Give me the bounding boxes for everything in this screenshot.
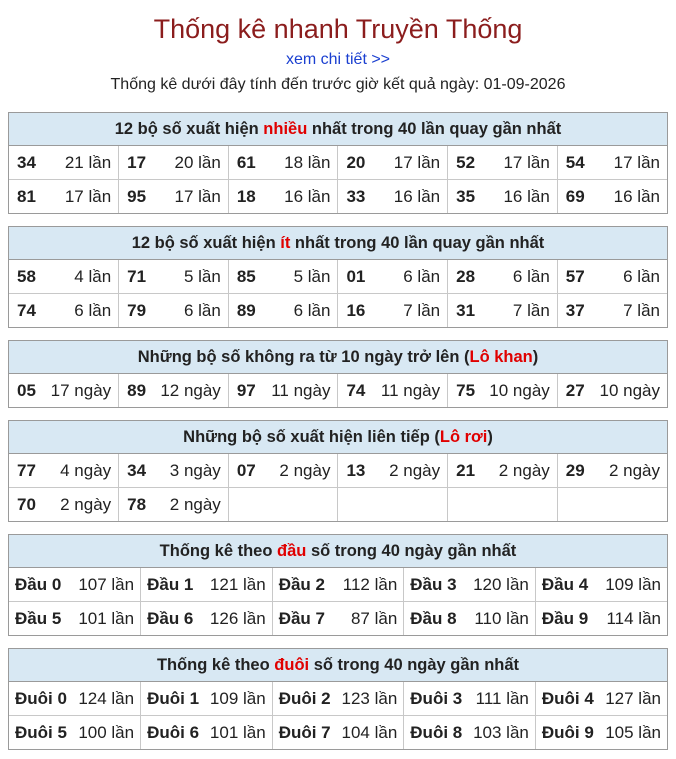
stat-item [141, 575, 272, 595]
table-cell [557, 294, 667, 328]
table-cell [9, 454, 119, 488]
table-cell [9, 682, 141, 716]
stat-item [9, 301, 118, 321]
page-title: Thống kê nhanh Truyền Thống [153, 14, 523, 44]
stat-count: 87 lần [350, 608, 398, 628]
table-cell [338, 260, 448, 294]
table-cell [404, 602, 536, 636]
heading-text: 12 bộ số xuất hiện [131, 234, 281, 252]
table-row [9, 294, 667, 328]
stat-count: 10 ngày [489, 380, 550, 400]
stat-count: 6 lần [403, 266, 441, 286]
stat-item [338, 267, 447, 287]
stat-number: 52 [456, 152, 476, 172]
stat-count: 2 ngày [389, 460, 441, 480]
heading-text: Thống kê theo [159, 542, 278, 560]
dau-stats-section [8, 534, 668, 636]
table-cell [119, 146, 229, 180]
stat-count: 20 lần [174, 152, 221, 172]
stat-item [338, 381, 447, 401]
table-cell [557, 180, 667, 214]
stats-table [9, 146, 667, 213]
stat-item [119, 301, 228, 321]
table-cell [448, 488, 558, 522]
table-cell [9, 294, 119, 328]
stat-count: 120 lần [473, 574, 529, 594]
stat-count: 7 lần [403, 300, 441, 320]
stat-count: 107 lần [78, 574, 135, 594]
table-cell [228, 260, 338, 294]
table-row [9, 488, 667, 522]
stat-count: 124 lần [78, 688, 135, 708]
stat-item [9, 381, 118, 401]
heading-text: nhất trong 40 lần quay gần nhất [307, 120, 562, 138]
table-cell [448, 454, 558, 488]
table-cell [448, 146, 558, 180]
section-heading [9, 421, 667, 454]
stat-item [9, 153, 118, 173]
table-cell [272, 568, 404, 602]
table-cell [404, 682, 536, 716]
table-cell [119, 294, 229, 328]
heading-highlight: đuôi [274, 656, 310, 674]
stat-number: Đuôi 8 [410, 722, 463, 742]
stat-number: 81 [17, 186, 36, 206]
stat-number: 79 [127, 300, 147, 320]
stat-item [558, 461, 667, 481]
stat-number: Đuôi 0 [15, 688, 67, 708]
stat-number: Đầu 9 [541, 608, 589, 628]
table-cell [535, 682, 667, 716]
heading-highlight: ít [280, 234, 291, 252]
stat-number: 21 [456, 460, 476, 480]
stat-count: 17 lần [64, 186, 112, 206]
stat-count: 112 lần [342, 574, 398, 594]
table-cell [338, 488, 448, 522]
table-cell [141, 682, 273, 716]
duoi-stats-section [8, 648, 668, 750]
stat-number: 27 [565, 380, 585, 400]
table-row [9, 716, 667, 750]
stat-number: Đầu 0 [15, 574, 62, 594]
table-row [9, 454, 667, 488]
stat-count: 17 lần [503, 152, 550, 172]
table-cell [404, 568, 536, 602]
heading-highlight: Lô rơi [439, 428, 488, 446]
stat-item [404, 723, 535, 743]
stat-number: Đuôi 9 [541, 722, 594, 742]
stat-number: 34 [127, 460, 147, 480]
table-cell [557, 374, 667, 407]
stat-number: 74 [346, 380, 366, 400]
stat-number: 69 [565, 186, 585, 206]
stat-number: Đuôi 6 [147, 722, 200, 742]
stat-count: 105 lần [605, 722, 661, 742]
stat-number: Đuôi 1 [147, 688, 200, 708]
stat-count: 7 lần [623, 300, 660, 320]
stat-count: 4 ngày [60, 460, 112, 480]
table-cell [119, 180, 229, 214]
stat-item [119, 495, 228, 515]
table-cell [338, 180, 448, 214]
stat-item [9, 689, 140, 709]
table-cell [119, 374, 229, 407]
stat-item [536, 609, 667, 629]
stat-count: 2 ngày [60, 494, 112, 514]
stat-item [536, 689, 667, 709]
heading-text: ) [532, 348, 539, 366]
stat-count: 18 lần [284, 152, 331, 172]
stat-item [229, 301, 338, 321]
table-cell [228, 294, 338, 328]
stat-number: Đuôi 7 [278, 722, 331, 742]
table-cell [535, 716, 667, 750]
table-cell [9, 146, 119, 180]
stat-number: Đầu 7 [278, 608, 325, 628]
table-cell [228, 488, 338, 522]
stat-item [273, 575, 404, 595]
heading-highlight: Lô khan [469, 348, 533, 366]
stat-count: 114 lần [606, 608, 661, 628]
stat-number: Đầu 8 [410, 608, 457, 628]
stat-item [558, 301, 667, 321]
least-frequent-section [8, 226, 668, 328]
stat-item [119, 267, 228, 287]
stat-number: Đuôi 2 [278, 688, 331, 708]
stat-item [558, 187, 667, 207]
stat-number: 05 [17, 380, 36, 400]
stat-number: 78 [127, 494, 147, 514]
table-row [9, 146, 667, 180]
stat-number: 89 [236, 300, 256, 320]
table-row [9, 682, 667, 716]
section-heading [9, 227, 667, 260]
stat-number: 20 [346, 152, 366, 172]
heading-text: Thống kê theo [156, 656, 275, 674]
stat-count: 16 lần [284, 186, 331, 206]
table-cell [119, 260, 229, 294]
table-cell [404, 716, 536, 750]
stat-count: 2 ngày [498, 460, 550, 480]
stat-item [119, 153, 228, 173]
heading-text: Những bộ số xuất hiện liên tiếp ( [183, 428, 440, 446]
table-cell [228, 454, 338, 488]
stat-count: 17 lần [393, 152, 441, 172]
table-cell [557, 260, 667, 294]
heading-text: 12 bộ số xuất hiện [114, 120, 264, 138]
stat-number: Đầu 3 [410, 574, 457, 594]
stat-item [448, 153, 557, 173]
stat-number: 37 [565, 300, 585, 320]
stat-count: 104 lần [341, 722, 398, 742]
stat-item [338, 461, 447, 481]
table-cell [535, 568, 667, 602]
stat-item [448, 381, 557, 401]
stat-number: 85 [236, 266, 256, 286]
stat-number: 71 [127, 266, 147, 286]
section-heading [9, 649, 667, 682]
stat-item [558, 153, 667, 173]
stat-number: 18 [236, 186, 256, 206]
stat-item [229, 187, 338, 207]
stat-item [9, 187, 118, 207]
stat-count: 6 lần [74, 300, 112, 320]
stat-count: 16 lần [503, 186, 550, 206]
heading-text: Những bộ số không ra từ 10 ngày trở lên ( [137, 348, 470, 366]
stat-item [404, 689, 535, 709]
heading-highlight: đầu [277, 542, 307, 560]
stat-number: Đầu 5 [15, 608, 62, 628]
table-cell [338, 146, 448, 180]
stat-item [338, 153, 447, 173]
table-cell [228, 180, 338, 214]
table-row [9, 568, 667, 602]
stat-count: 3 ngày [169, 460, 221, 480]
table-cell [448, 180, 558, 214]
table-cell [448, 260, 558, 294]
table-cell [228, 146, 338, 180]
stat-number: 33 [346, 186, 366, 206]
table-cell [338, 454, 448, 488]
stat-item [119, 461, 228, 481]
heading-highlight: nhiều [263, 120, 308, 138]
stats-table [9, 454, 667, 521]
table-cell [338, 374, 448, 407]
stat-count: 6 lần [293, 300, 331, 320]
stat-number: 58 [17, 266, 36, 286]
stat-number: 74 [17, 300, 36, 320]
stat-item [448, 461, 557, 481]
stat-count: 11 ngày [380, 380, 441, 400]
stat-number: 28 [456, 266, 476, 286]
stat-number: Đầu 6 [147, 608, 194, 628]
stat-number: 13 [346, 460, 366, 480]
stat-number: Đầu 4 [541, 574, 589, 594]
stat-item [536, 575, 667, 595]
stat-item [119, 381, 228, 401]
stat-item [558, 381, 667, 401]
stat-count: 17 lần [174, 186, 221, 206]
stat-count: 127 lần [605, 688, 661, 708]
most-frequent-section [8, 112, 668, 214]
stat-number: 31 [456, 300, 476, 320]
stat-number: 35 [456, 186, 476, 206]
stat-count: 4 lần [74, 266, 112, 286]
table-row [9, 602, 667, 636]
table-cell [119, 488, 229, 522]
table-row [9, 374, 667, 407]
stat-count: 6 lần [623, 266, 660, 286]
table-cell [228, 374, 338, 407]
stats-table [9, 568, 667, 635]
stat-count: 12 ngày [160, 380, 221, 400]
table-cell [141, 568, 273, 602]
table-cell [9, 180, 119, 214]
stat-count: 21 lần [64, 152, 112, 172]
stat-number: 16 [346, 300, 366, 320]
stat-count: 100 lần [78, 722, 135, 742]
table-cell [141, 716, 273, 750]
table-cell [141, 602, 273, 636]
section-heading [9, 113, 667, 146]
stat-item [141, 689, 272, 709]
stat-item [273, 609, 404, 629]
stat-count: 109 lần [605, 574, 661, 594]
stat-number: 17 [127, 152, 147, 172]
heading-text: số trong 40 ngày gần nhất [309, 656, 520, 674]
heading-text: số trong 40 ngày gần nhất [306, 542, 517, 560]
stat-number: 61 [236, 152, 256, 172]
table-cell [9, 374, 119, 407]
table-cell [9, 568, 141, 602]
table-cell [272, 682, 404, 716]
stat-item [273, 689, 404, 709]
stat-item [119, 187, 228, 207]
stat-number: 70 [17, 494, 36, 514]
stat-item [9, 575, 140, 595]
stat-count: 6 lần [512, 266, 550, 286]
table-row [9, 260, 667, 294]
stat-item [9, 495, 118, 515]
stat-number: 34 [17, 152, 36, 172]
stat-item [404, 609, 535, 629]
page-subtitle: Thống kê dưới đây tính đến trước giờ kết quả ngày: 01-09-2026 [110, 76, 566, 93]
table-cell [9, 716, 141, 750]
stat-count: 6 lần [183, 300, 221, 320]
stats-table [9, 682, 667, 749]
stat-count: 110 lần [474, 608, 529, 628]
stat-count: 16 lần [613, 186, 660, 206]
table-cell [9, 602, 141, 636]
stat-count: 121 lần [209, 574, 266, 594]
stat-number: 89 [127, 380, 147, 400]
stat-count: 101 lần [209, 722, 266, 742]
stat-count: 10 ngày [599, 380, 660, 400]
table-row [9, 180, 667, 214]
table-cell [272, 602, 404, 636]
heading-text: nhất trong 40 lần quay gần nhất [290, 234, 545, 252]
stat-count: 2 ngày [279, 460, 331, 480]
stat-item [141, 723, 272, 743]
section-heading [9, 341, 667, 374]
stat-count: 101 lần [78, 608, 135, 628]
stat-number: 77 [17, 460, 36, 480]
stat-count: 5 lần [183, 266, 221, 286]
stat-number: 57 [565, 266, 585, 286]
lo-roi-section [8, 420, 668, 522]
stat-number: 75 [456, 380, 476, 400]
stat-item [273, 723, 404, 743]
stat-count: 103 lần [473, 722, 529, 742]
stat-number: 95 [127, 186, 147, 206]
stats-table [9, 260, 667, 327]
stat-count: 123 lần [341, 688, 398, 708]
table-cell [535, 602, 667, 636]
stat-number: 07 [236, 460, 256, 480]
table-cell [557, 488, 667, 522]
stat-count: 126 lần [209, 608, 266, 628]
stat-item [558, 267, 667, 287]
stat-count: 5 lần [293, 266, 331, 286]
stat-item [141, 609, 272, 629]
table-cell [9, 488, 119, 522]
stat-number: Đầu 2 [278, 574, 325, 594]
stat-number: 97 [236, 380, 256, 400]
stat-item [229, 381, 338, 401]
stat-item [229, 153, 338, 173]
table-cell [9, 260, 119, 294]
table-cell [272, 716, 404, 750]
table-cell [338, 294, 448, 328]
heading-text: ) [487, 428, 493, 446]
stat-count: 11 ngày [271, 380, 331, 400]
table-cell [557, 454, 667, 488]
stat-item [9, 609, 140, 629]
stat-item [9, 723, 140, 743]
stat-item [448, 301, 557, 321]
stat-number: 29 [565, 460, 585, 480]
stat-count: 7 lần [512, 300, 550, 320]
stat-item [404, 575, 535, 595]
stat-count: 17 ngày [50, 380, 112, 400]
stat-item [9, 267, 118, 287]
stat-number: Đuôi 4 [541, 688, 594, 708]
table-cell [557, 146, 667, 180]
stats-table [9, 374, 667, 407]
table-cell [119, 454, 229, 488]
stat-number: Đuôi 3 [410, 688, 463, 708]
details-link[interactable]: xem chi tiết >> [285, 51, 391, 68]
stat-count: 111 lần [475, 688, 529, 708]
stat-item [338, 301, 447, 321]
stat-number: 01 [346, 266, 366, 286]
stat-number: Đầu 1 [147, 574, 194, 594]
stat-count: 16 lần [393, 186, 441, 206]
table-cell [448, 374, 558, 407]
stat-number: 54 [565, 152, 585, 172]
stat-item [9, 461, 118, 481]
stat-item [229, 461, 338, 481]
section-heading [9, 535, 667, 568]
stat-item [448, 267, 557, 287]
stat-count: 2 ngày [169, 494, 221, 514]
stat-item [536, 723, 667, 743]
stat-count: 109 lần [209, 688, 266, 708]
stat-number: Đuôi 5 [15, 722, 67, 742]
stat-item [229, 267, 338, 287]
table-cell [448, 294, 558, 328]
stat-item [448, 187, 557, 207]
stat-count: 17 lần [613, 152, 660, 172]
stat-count: 2 ngày [608, 460, 660, 480]
stat-item [338, 187, 447, 207]
lo-khan-section [8, 340, 668, 408]
